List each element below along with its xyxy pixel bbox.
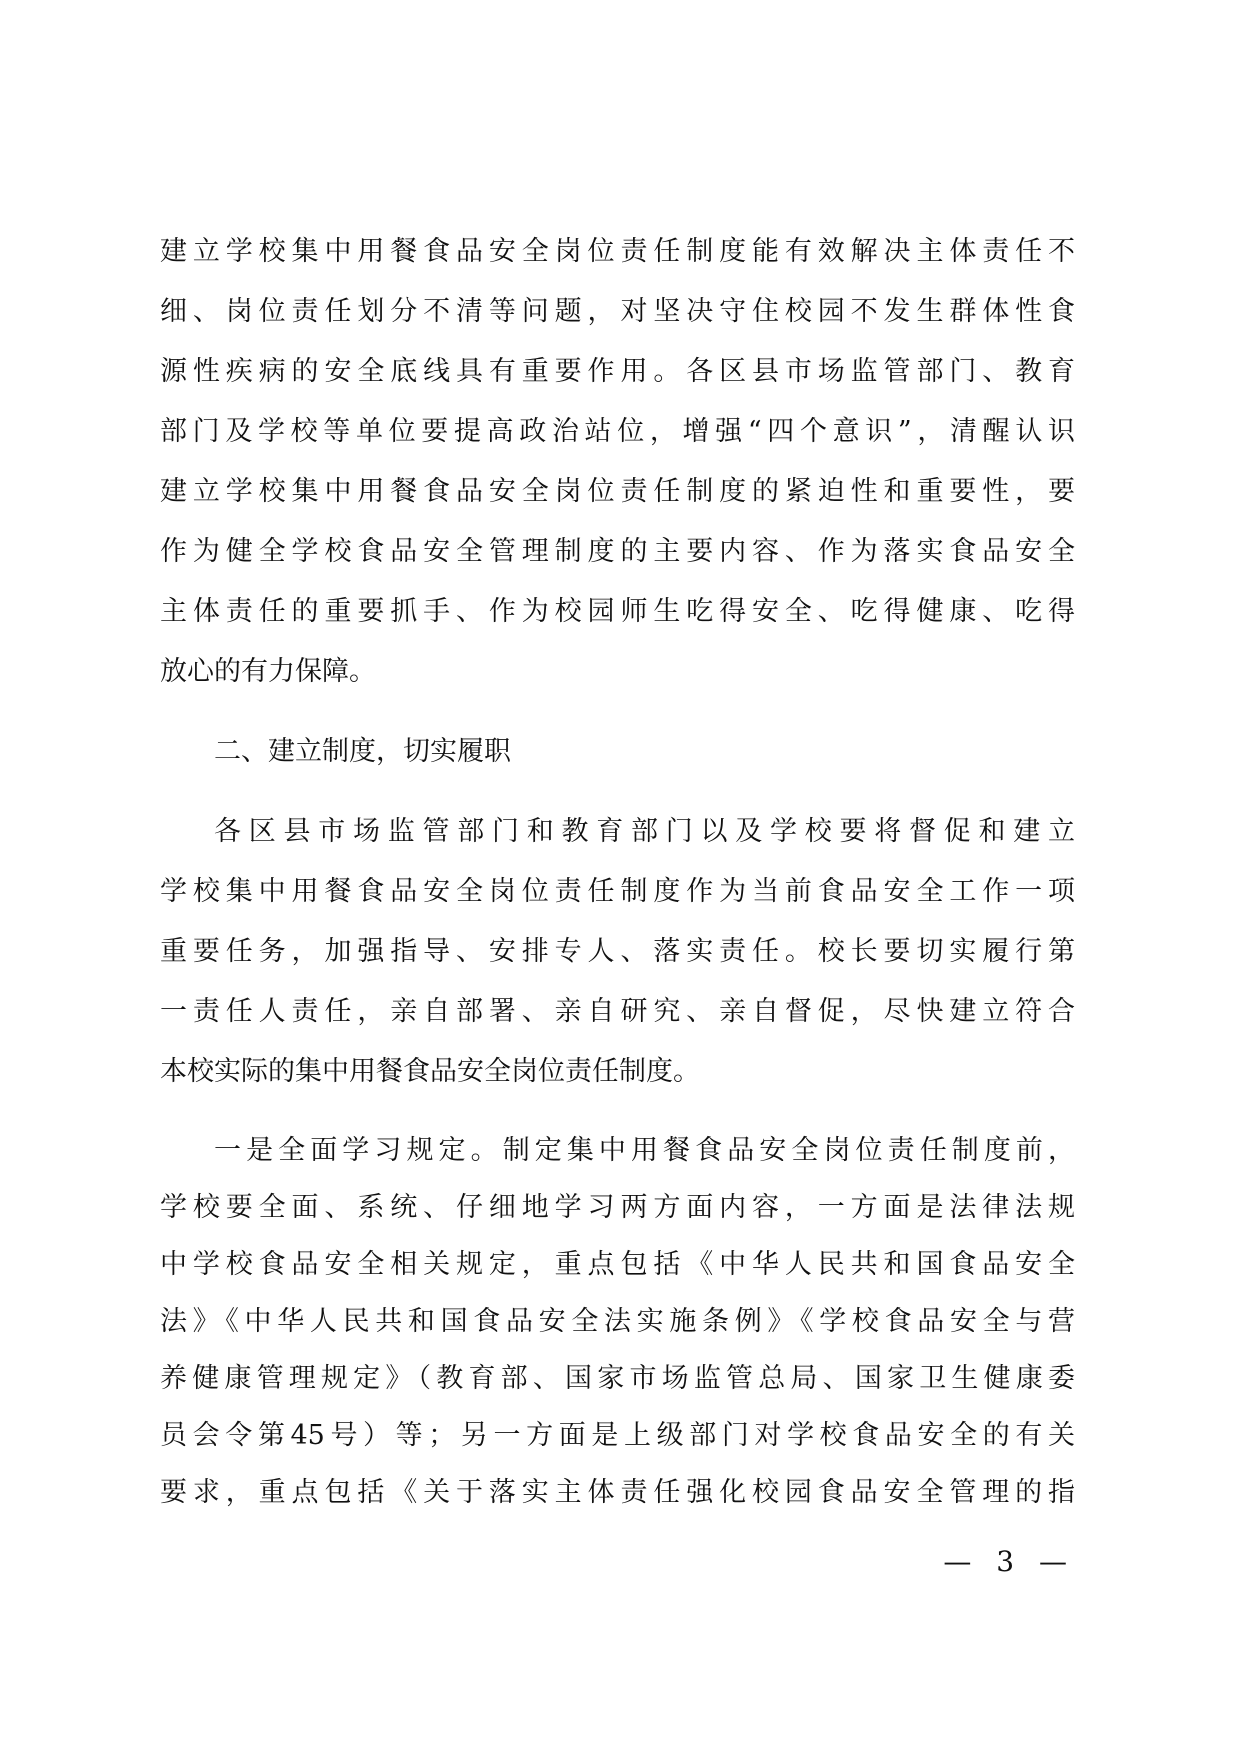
text-line: 建立学校集中用餐食品安全岗位责任制度的紧迫性和重要性，要: [160, 476, 1075, 507]
page-number: — 3 —: [943, 1545, 1075, 1578]
text-line: 本校实际的集中用餐食品安全岗位责任制度。: [160, 1056, 700, 1087]
text-line: 员会令第45号）等；另一方面是上级部门对学校食品安全的有关: [160, 1420, 1075, 1451]
section-heading: [160, 722, 1075, 782]
text-line: 源性疾病的安全底线具有重要作用。各区县市场监管部门、教育: [160, 356, 1075, 387]
text-line: 要求，重点包括《关于落实主体责任强化校园食品安全管理的指: [160, 1477, 1075, 1508]
text-line: 部门及学校等单位要提高政治站位，增强“四个意识”，清醒认识: [160, 416, 1075, 447]
text-line: 学校集中用餐食品安全岗位责任制度作为当前食品安全工作一项: [160, 876, 1075, 907]
paragraph: [160, 222, 1075, 702]
text-line: 各区县市场监管部门和教育部门以及学校要将督促和建立: [214, 816, 1075, 847]
paragraph: [160, 802, 1075, 1102]
text-line: 学校要全面、系统、仔细地学习两方面内容，一方面是法律法规: [160, 1192, 1075, 1223]
text-line: 中学校食品安全相关规定，重点包括《中华人民共和国食品安全: [160, 1249, 1075, 1280]
text-line: 法》《中华人民共和国食品安全法实施条例》《学校食品安全与营: [160, 1306, 1075, 1337]
text-line: 一是全面学习规定。制定集中用餐食品安全岗位责任制度前，: [214, 1135, 1075, 1166]
text-line: 细、岗位责任划分不清等问题，对坚决守住校园不发生群体性食: [160, 296, 1075, 327]
text-line: 养健康管理规定》（教育部、国家市场监管总局、国家卫生健康委: [160, 1363, 1075, 1394]
text-line: 重要任务，加强指导、安排专人、落实责任。校长要切实履行第: [160, 936, 1075, 967]
text-line: 作为健全学校食品安全管理制度的主要内容、作为落实食品安全: [160, 536, 1075, 567]
text-line: 一责任人责任，亲自部署、亲自研究、亲自督促，尽快建立符合: [160, 996, 1075, 1027]
text-line: 二、建立制度，切实履职: [214, 736, 511, 767]
paragraph: [160, 1122, 1075, 1521]
text-line: 放心的有力保障。: [160, 656, 376, 687]
text-line: 主体责任的重要抓手、作为校园师生吃得安全、吃得健康、吃得: [160, 596, 1075, 627]
document-body: [160, 222, 1075, 1541]
text-line: 建立学校集中用餐食品安全岗位责任制度能有效解决主体责任不: [160, 236, 1075, 267]
